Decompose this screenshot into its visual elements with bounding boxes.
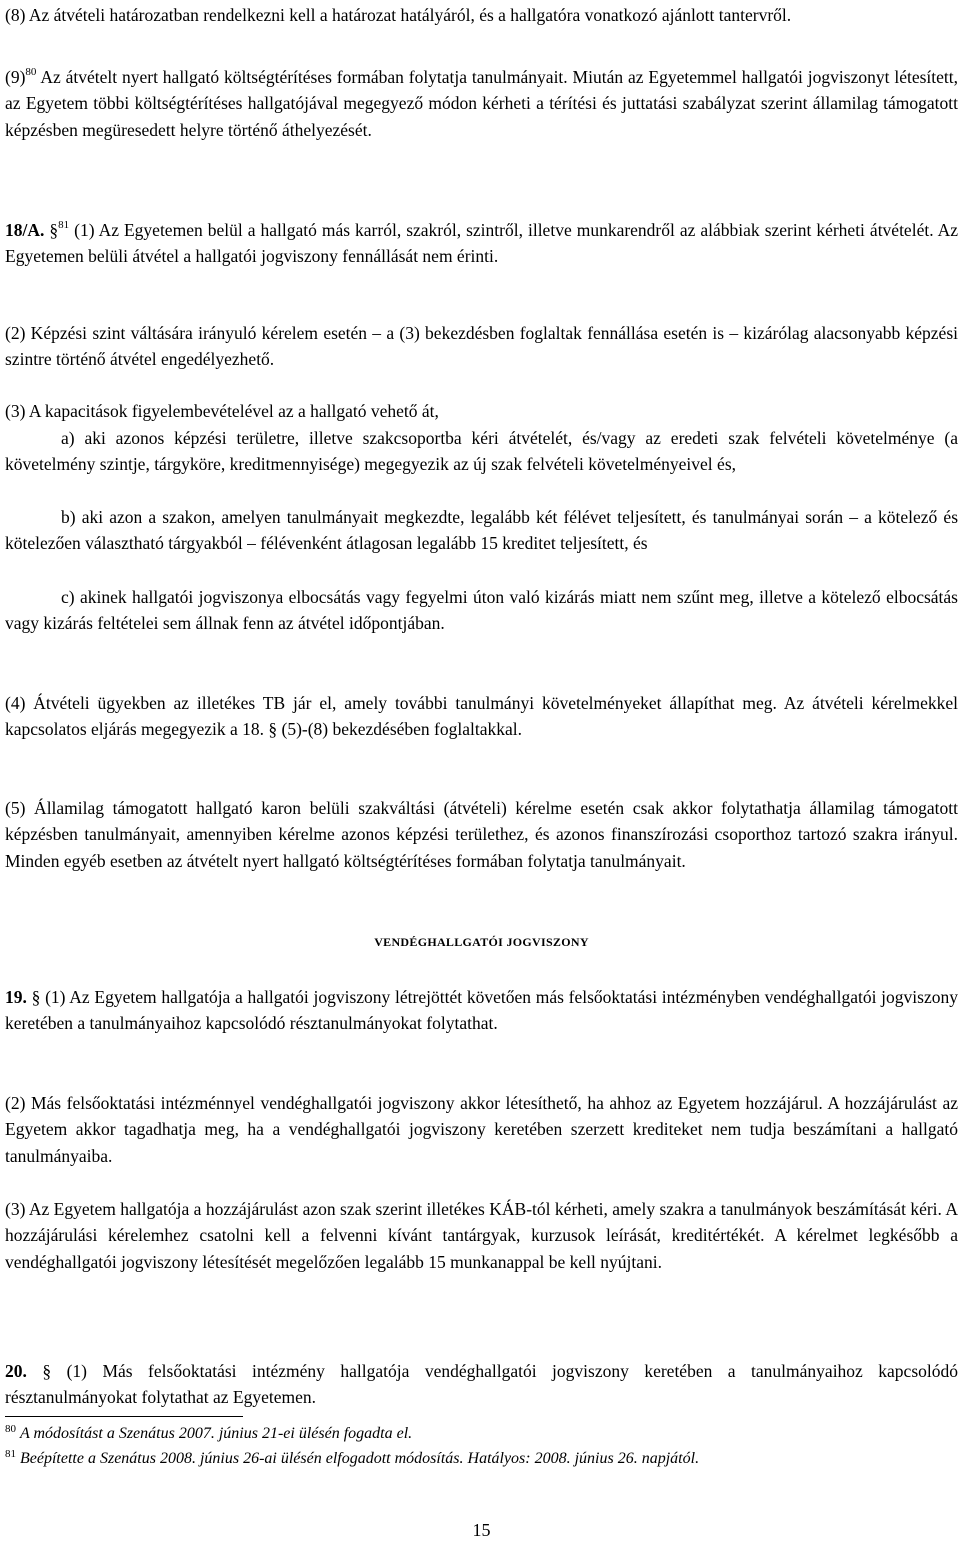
paragraph-text: a) aki azonos képzési területre, illetve szakcsoportba kéri átvételét, és/vagy az eredeti szak felvételi követelménye (a követelmény szintje, tárgyköre, kreditmennyisége) megegyezik az új szak felvételi követelményeivel és, [5,428,958,475]
footnote-80 [5,1423,958,1445]
paragraph-text: b) aki azon a szakon, amelyen tanulmányait megkezdte, legalább két félévet teljesített, és tanulmányai során – a kötelező és kötelezően választható tárgyakból – félévenként átlagosan legalább 15 kreditet teljesített, és [5,507,958,554]
section-19-para-2 [5,1090,958,1169]
paragraph-text: (3) A kapacitások figyelembevételével az a hallgató vehető át, [5,401,439,421]
footnote-text: Beépítette a Szenátus 2008. június 26-ai ülésén elfogadott módosítás. Hatályos: 2008. június 26. napjától. [20,1450,700,1467]
section-label: 20. [5,1361,27,1381]
section-20-para-1 [5,1358,958,1411]
paragraph-text: Az átvételt nyert hallgató költségtérítéses formában folytatja tanulmányait. Miután az Egyetemmel hallgatói jogviszonyt létesített, az Egyetem többi költségtérítéses hallgatójával megegyező módon kérheti a térítési és juttatási szabályzat szerint államilag támogatott képzésben megüresedett helyre történő áthelyezését. [5,67,958,140]
section-mark: § [44,220,59,240]
paragraph-text: c) akinek hallgatói jogviszonya elbocsátás vagy fegyelmi úton való kizárás miatt nem szűnt meg, illetve a kötelező elbocsátás vagy kizárás feltételei sem állnak fenn az átvétel időpontjában. [5,587,958,634]
paragraph-number: (9) [5,67,26,87]
section-19-para-3 [5,1196,958,1275]
footnote-text: A módosítást a Szenátus 2007. június 21-ei ülésén fogadta el. [20,1425,413,1442]
page-number: 15 [472,1520,491,1540]
section-18a-para-3 [5,398,958,424]
paragraph-text: (2) Képzési szint váltására irányuló kérelem esetén – a (3) bekezdésben foglaltak fennállása esetén is – kizárólag alacsonyabb képzési szintre történő átvétel engedélyezhető. [5,323,958,370]
section-heading: VENDÉGHALLGATÓI JOGVISZONY [374,935,589,949]
paragraph-text: (3) Az Egyetem hallgatója a hozzájárulást azon szak szerint illetékes KÁB-tól kérheti, amely szakra a tanulmányok beszámítását kéri. A hozzájárulási kérelemhez csatolni kell a felvenni kívánt tantárgyak, kurzusok leírását, kreditértékét. A kérelmet legkésőbb a vendéghallgatói jogviszony létesítését megelőzően legalább 15 munkanappal be kell nyújtani. [5,1199,958,1272]
section-18a-para-2 [5,320,958,373]
section-18a-para-5 [5,795,958,874]
section-18a-para-3a [5,425,958,478]
paragraph-text: (2) Más felsőoktatási intézménnyel vendéghallgatói jogviszony akkor létesíthető, ha ahhoz az Egyetem hozzájárul. A hozzájárulást az Egyetem akkor tagadhatja meg, ha a vendéghallgatói jogviszony keretében szerzett krediteket nem tudja beszámítani a hallgató tanulmányaiba. [5,1093,958,1166]
paragraph-text: (4) Átvételi ügyekben az illetékes TB jár el, amely további tanulmányi követelményeket állapíthat meg. Az átvételi kérelmekkel kapcsolatos eljárás megegyezik a 18. § (5)-(8) bekezdésében foglaltakkal. [5,693,958,740]
section-18a-para-1 [5,217,958,270]
section-label: 19. [5,987,27,1007]
paragraph-9 [5,64,958,143]
section-18a-para-3c [5,584,958,637]
paragraph-text: (8) Az átvételi határozatban rendelkezni kell a határozat hatályáról, és a hallgatóra vonatkozó ajánlott tantervről. [5,5,792,25]
paragraph-text: (5) Államilag támogatott hallgató karon belüli szakváltási (átvételi) kérelme esetén csak akkor folytathatja államilag támogatott képzésben tanulmányait, amennyiben kérelme azonos képzési területhez, és azonos finanszírozási csoporthoz tartozó szakra irányul. Minden egyéb esetben az átvételt nyert hallgató költségtérítéses formában folytatja tanulmányait. [5,798,958,871]
paragraph-8 [5,2,958,28]
section-18a-para-3b [5,504,958,557]
footnote-number: 80 [5,1423,16,1435]
footnote-number: 81 [5,1448,16,1460]
footnote-81 [5,1448,958,1470]
section-label: 18/A. [5,220,45,240]
section-19-para-1 [5,984,958,1037]
section-18a-para-4 [5,690,958,743]
footnote-ref-80[interactable]: 80 [25,66,37,78]
footnote-divider [5,1416,243,1417]
paragraph-text: § (1) Más felsőoktatási intézmény hallgatója vendéghallgatói jogviszony keretében a tanulmányaihoz kapcsolódó résztanulmányokat folytathat az Egyetemen. [5,1361,958,1408]
footnote-ref-81[interactable]: 81 [58,219,70,231]
paragraph-text: (1) Az Egyetemen belül a hallgató más karról, szakról, szintről, illetve munkarendről az alábbiak szerint kérheti átvételét. Az Egyetemen belüli átvétel a hallgatói jogviszony fennállását nem érinti. [5,220,959,267]
paragraph-text: § (1) Az Egyetem hallgatója a hallgatói jogviszony létrejöttét követően más felsőoktatási intézményben vendéghallgatói jogviszony keretében a tanulmányaihoz kapcsolódó résztanulmányokat folytathat. [5,987,958,1034]
